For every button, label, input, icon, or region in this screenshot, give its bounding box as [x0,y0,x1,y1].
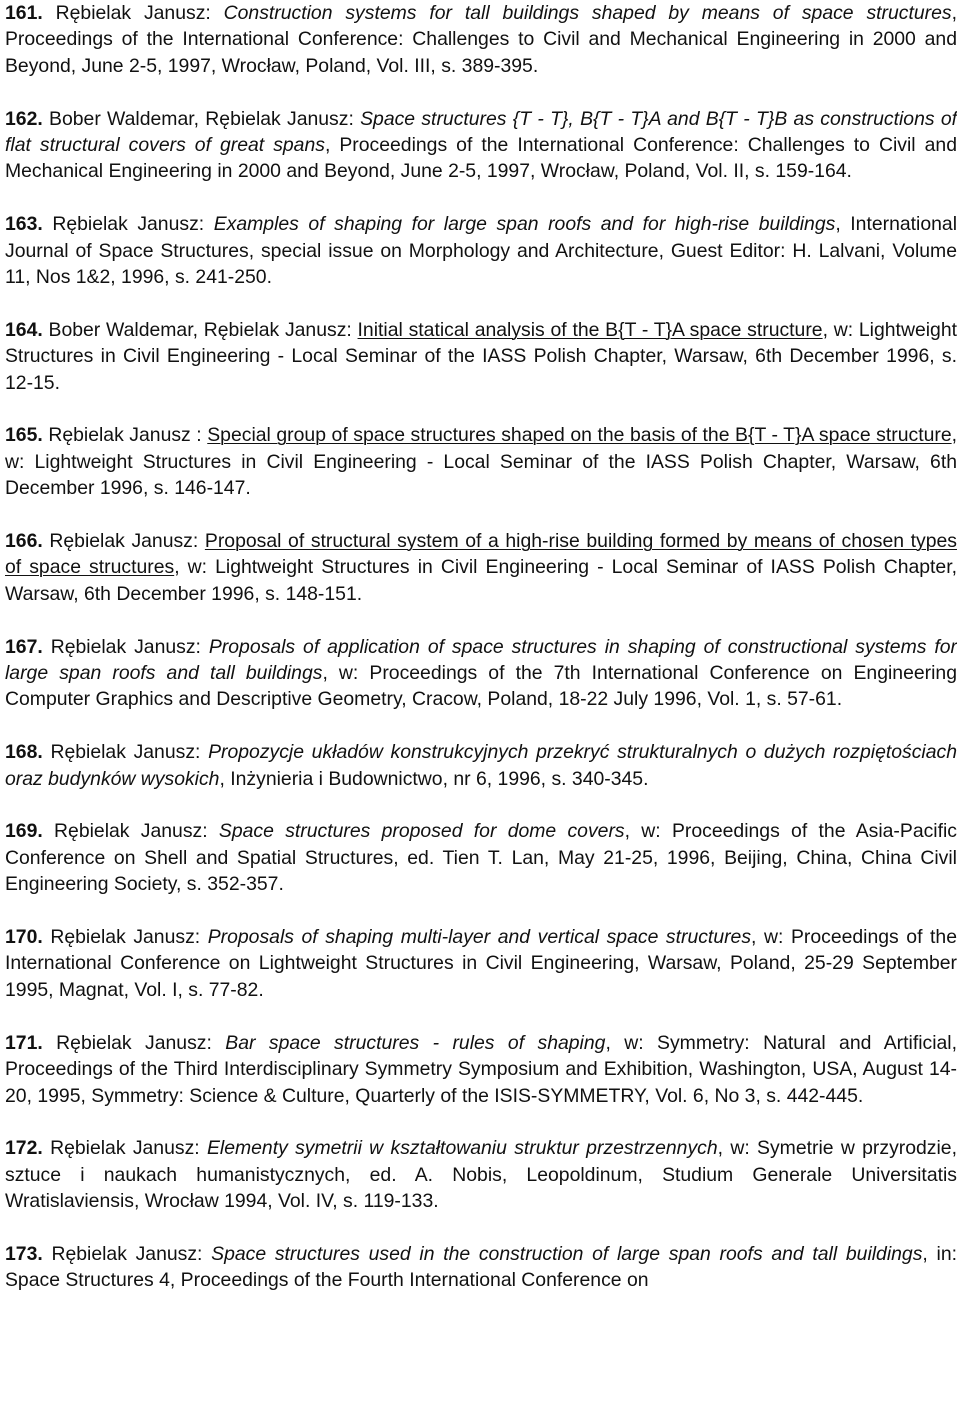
bibliography-entry-172 [5,1135,957,1214]
entry-authors: Rębielak Janusz: [54,820,219,843]
entry-title: Construction systems for tall buildings shaped by means of space structures [223,2,952,24]
entry-number: 162. [5,107,43,130]
entry-number: 164. [5,318,43,341]
entry-authors: Rębielak Janusz: [55,2,224,24]
entry-number: 165. [5,424,43,447]
bibliography-entry-169 [5,818,957,897]
entry-title: Proposal of structural system of a high-rise building formed by means of chosen types of space structures [5,530,957,579]
bibliography-entry-167 [5,634,957,713]
bibliography-entry-171 [5,1030,957,1109]
entry-number: 161. [5,2,43,24]
entry-number: 168. [5,741,43,764]
entry-publication: , w: Proceedings of the 7th International Conference on Engineering Computer Graphics and Descriptive Geometry, Cracow, Poland, 18-22 July 1996, Vol. 1, s. 57-61. [5,662,957,711]
bibliography-entry-170 [5,924,957,1003]
entry-publication: , w: Symetrie w przyrodzie, sztuce i naukach humanistycznych, ed. A. Nobis, Leopoldinum, Studium Generale Universitatis Wratislaviensis, Wrocław 1994, Vol. IV, s. 119-133. [5,1137,957,1213]
entry-authors: Rębielak Janusz: [50,1137,207,1160]
entry-authors: Rębielak Janusz: [51,1242,212,1265]
entry-number: 163. [5,213,43,236]
entry-publication: , w: Proceedings of the Asia-Pacific Conference on Shell and Spatial Structures, ed. Tien T. Lan, May 21-25, 1996, Beijing, China, China Civil Engineering Society, s. 352-357. [5,820,957,896]
entry-publication: , w: Lightweight Structures in Civil Engineering - Local Seminar of the IASS Polish Chapter, Warsaw, 6th December 1996, s. 12-15. [5,318,957,394]
entry-number: 173. [5,1242,43,1265]
entry-publication: , w: Symmetry: Natural and Artificial, Proceedings of the Third Interdisciplinary Symmetry Symposium and Exhibition, Washington, USA, August 14-20, 1995, Symmetry: Science & Culture, Quarterly of the ISIS-SYMMETRY, Vol. 6, No 3, s. 442-445. [5,1031,957,1107]
entry-number: 166. [5,530,43,553]
entry-title: Examples of shaping for large span roofs and for high-rise buildings [213,213,836,236]
entry-authors: Rębielak Janusz: [49,530,205,553]
entry-authors: Rębielak Janusz: [50,926,208,949]
entry-publication: , in: Space Structures 4, Proceedings of the Fourth International Conference on [5,1242,957,1292]
entry-title: Elementy symetrii w kształtowaniu struktur przestrzennych [206,1137,718,1160]
entry-number: 167. [5,635,43,658]
entry-title: Initial statical analysis of the B{T - T}A space structure [357,318,823,341]
bibliography-entry-163 [5,211,957,290]
entry-publication: , w: Lightweight Structures in Civil Engineering - Local Seminar of the IASS Polish Chapter, Warsaw, 6th December 1996, s. 146-147. [5,424,957,500]
bibliography-entry-173 [5,1241,957,1294]
entry-publication: , Inżynieria i Budownictwo, nr 6, 1996, s. 340-345. [219,767,649,790]
entry-publication: , International Journal of Space Structures, special issue on Morphology and Architecture, Guest Editor: H. Lalvani, Volume 11, Nos 1&2, 1996, s. 241-250. [5,213,957,289]
bibliography-entry-161 [5,0,957,79]
entry-authors: Rębielak Janusz : [48,424,208,447]
entry-authors: Rębielak Janusz: [52,213,214,236]
entry-publication: , Proceedings of the International Conference: Challenges to Civil and Mechanical Engineering in 2000 and Beyond, June 2-5, 1997, Wrocław, Poland, Vol. III, s. 389-395. [5,2,957,77]
entry-authors: Rębielak Janusz: [50,635,209,658]
bibliography-entry-166 [5,528,957,607]
bibliography-entry-168 [5,739,957,792]
entry-number: 170. [5,926,43,949]
entry-authors: Bober Waldemar, Rębielak Janusz: [49,107,361,130]
entry-number: 169. [5,820,43,843]
entry-authors: Bober Waldemar, Rębielak Janusz: [48,318,358,341]
entry-title: Proposals of application of space structures in shaping of constructional systems for large span roofs and tall buildings [5,635,957,685]
entry-authors: Rębielak Janusz: [56,1031,226,1054]
entry-title: Space structures {T - T}, B{T - T}A and B{T - T}B as constructions of flat structural covers of great spans [5,107,957,157]
entry-authors: Rębielak Janusz: [50,741,209,764]
entry-title: Bar space structures - rules of shaping [225,1031,606,1054]
entry-number: 171. [5,1031,43,1054]
entry-publication: , Proceedings of the International Conference: Challenges to Civil and Mechanical Engineering in 2000 and Beyond, June 2-5, 1997, Wrocław, Poland, Vol. II, s. 159-164. [5,134,957,183]
entry-publication: , w: Lightweight Structures in Civil Engineering - Local Seminar of IASS Polish Chapter, Warsaw, 6th December 1996, s. 148-151. [5,556,957,605]
entry-title: Space structures used in the construction of large span roofs and tall buildings [211,1242,923,1265]
bibliography-entry-165 [5,422,957,501]
entry-title: Proposals of shaping multi-layer and vertical space structures [207,926,752,949]
entry-title: Space structures proposed for dome covers [218,820,625,843]
bibliography-entry-164 [5,317,957,396]
entry-title: Special group of space structures shaped on the basis of the B{T - T}A space structure [207,424,952,447]
entry-number: 172. [5,1137,43,1160]
entry-publication: , w: Proceedings of the International Conference on Lightweight Structures in Civil Engineering, Warsaw, Poland, 25-29 September 1995, Magnat, Vol. I, s. 77-82. [5,926,957,1001]
bibliography-page [5,0,957,1408]
entry-title: Propozycje układów konstrukcyjnych przekryć strukturalnych o dużych rozpiętościach oraz budynków wysokich [5,741,957,790]
bibliography-entry-162 [5,106,957,185]
